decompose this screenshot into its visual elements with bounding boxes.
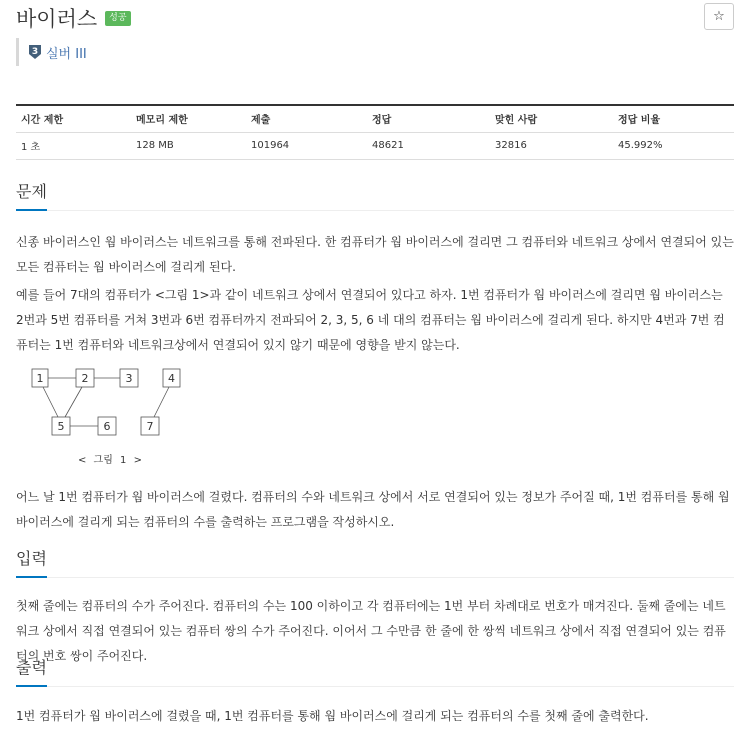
- problem-description-paragraph-3: 어느 날 1번 컴퓨터가 웜 바이러스에 걸렸다. 컴퓨터의 수와 네트워크 상에서 서로 연결되어 있는 정보가 주어질 때, 1번 컴퓨터를 통해 웜 바이러스에 걸리게 되는 컴퓨터의 수를 출력하는 프로그램을 작성하시오.: [16, 490, 730, 529]
- output-section-title: 출력: [16, 657, 47, 687]
- input-section-header: [16, 548, 734, 578]
- figure-caption: < 그림 1 >: [78, 455, 142, 466]
- problem-header: [16, 4, 131, 32]
- svg-text:7: 7: [146, 420, 154, 433]
- problem-section-title: 문제: [16, 181, 47, 211]
- value-submissions: 101964: [246, 132, 367, 159]
- header-memory-limit: 메모리 제한: [131, 105, 246, 132]
- status-badge: 성공: [105, 11, 130, 26]
- tier-info: [16, 38, 87, 66]
- node-3: [120, 369, 138, 387]
- node-5: [52, 417, 70, 435]
- silver-tier-icon: [28, 44, 42, 60]
- problem-section-header: [16, 181, 734, 211]
- star-icon: ☆: [713, 9, 725, 24]
- svg-text:6: 6: [103, 420, 111, 433]
- node-6: [98, 417, 116, 435]
- problem-description-paragraph-2: 예를 들어 7대의 컴퓨터가 <그림 1>과 같이 네트워크 상에서 연결되어 있다고 하자. 1번 컴퓨터가 웜 바이러스에 걸리면 웜 바이러스는 2번과 5번 컴퓨터를 거쳐 3번과 6번 컴퓨터까지 전파되어 2, 3, 5, 6 네 대의 컴퓨터는 웜 바이러스에 걸리게 된다. 하지만 4번과 7번 컴퓨터는 1번 컴퓨터와 네트워크상에서 연결되어 있지 않기 때문에 영향을 받지 않는다.: [16, 288, 725, 352]
- stats-header-row: [16, 105, 734, 132]
- svg-text:3: 3: [125, 372, 133, 385]
- input-section-title: 입력: [16, 548, 47, 578]
- header-time-limit: 시간 제한: [16, 105, 131, 132]
- header-solved-users: 맞힌 사람: [490, 105, 613, 132]
- output-description: 1번 컴퓨터가 웜 바이러스에 걸렸을 때, 1번 컴퓨터를 통해 웜 바이러스에 걸리게 되는 컴퓨터의 수를 첫째 줄에 출력한다.: [16, 709, 649, 723]
- problem-description-paragraph-1: 신종 바이러스인 웜 바이러스는 네트워크를 통해 전파된다. 한 컴퓨터가 웜 바이러스에 걸리면 그 컴퓨터와 네트워크 상에서 연결되어 있는 모든 컴퓨터는 웜 바이러스에 걸리게 된다.: [16, 235, 734, 274]
- node-1: [32, 369, 48, 387]
- problem-title: 바이러스: [16, 7, 98, 31]
- header-accepted: 정답: [367, 105, 490, 132]
- output-section-header: [16, 657, 734, 687]
- value-time-limit: 1 초: [16, 132, 131, 159]
- star-button[interactable]: [704, 3, 734, 30]
- node-4: [163, 369, 180, 387]
- input-description: 첫째 줄에는 컴퓨터의 수가 주어진다. 컴퓨터의 수는 100 이하이고 각 컴퓨터에는 1번 부터 차례대로 번호가 매겨진다. 둘째 줄에는 네트워크 상에서 직접 연결되어 있는 컴퓨터 쌍의 수가 주어진다. 이어서 그 수만큼 한 줄에 한 쌍씩 네트워크 상에서 직접 연결되어 있는 컴퓨터의 번호 쌍이 주어진다.: [16, 599, 726, 663]
- svg-text:5: 5: [57, 420, 65, 433]
- value-accept-ratio: 45.992%: [613, 132, 734, 159]
- problem-stats-table: [16, 104, 734, 160]
- svg-text:2: 2: [81, 372, 89, 385]
- svg-text:3: 3: [31, 47, 39, 57]
- svg-text:4: 4: [168, 372, 175, 385]
- value-memory-limit: 128 MB: [131, 132, 246, 159]
- value-accepted: 48621: [367, 132, 490, 159]
- node-2: [76, 369, 94, 387]
- value-solved-users: 32816: [490, 132, 613, 159]
- tier-label[interactable]: 실버 III: [46, 46, 87, 62]
- stats-value-row: [16, 132, 734, 159]
- svg-text:1: 1: [36, 372, 44, 385]
- header-submissions: 제출: [246, 105, 367, 132]
- header-accept-ratio: 정답 비율: [613, 105, 734, 132]
- node-7: [141, 417, 159, 435]
